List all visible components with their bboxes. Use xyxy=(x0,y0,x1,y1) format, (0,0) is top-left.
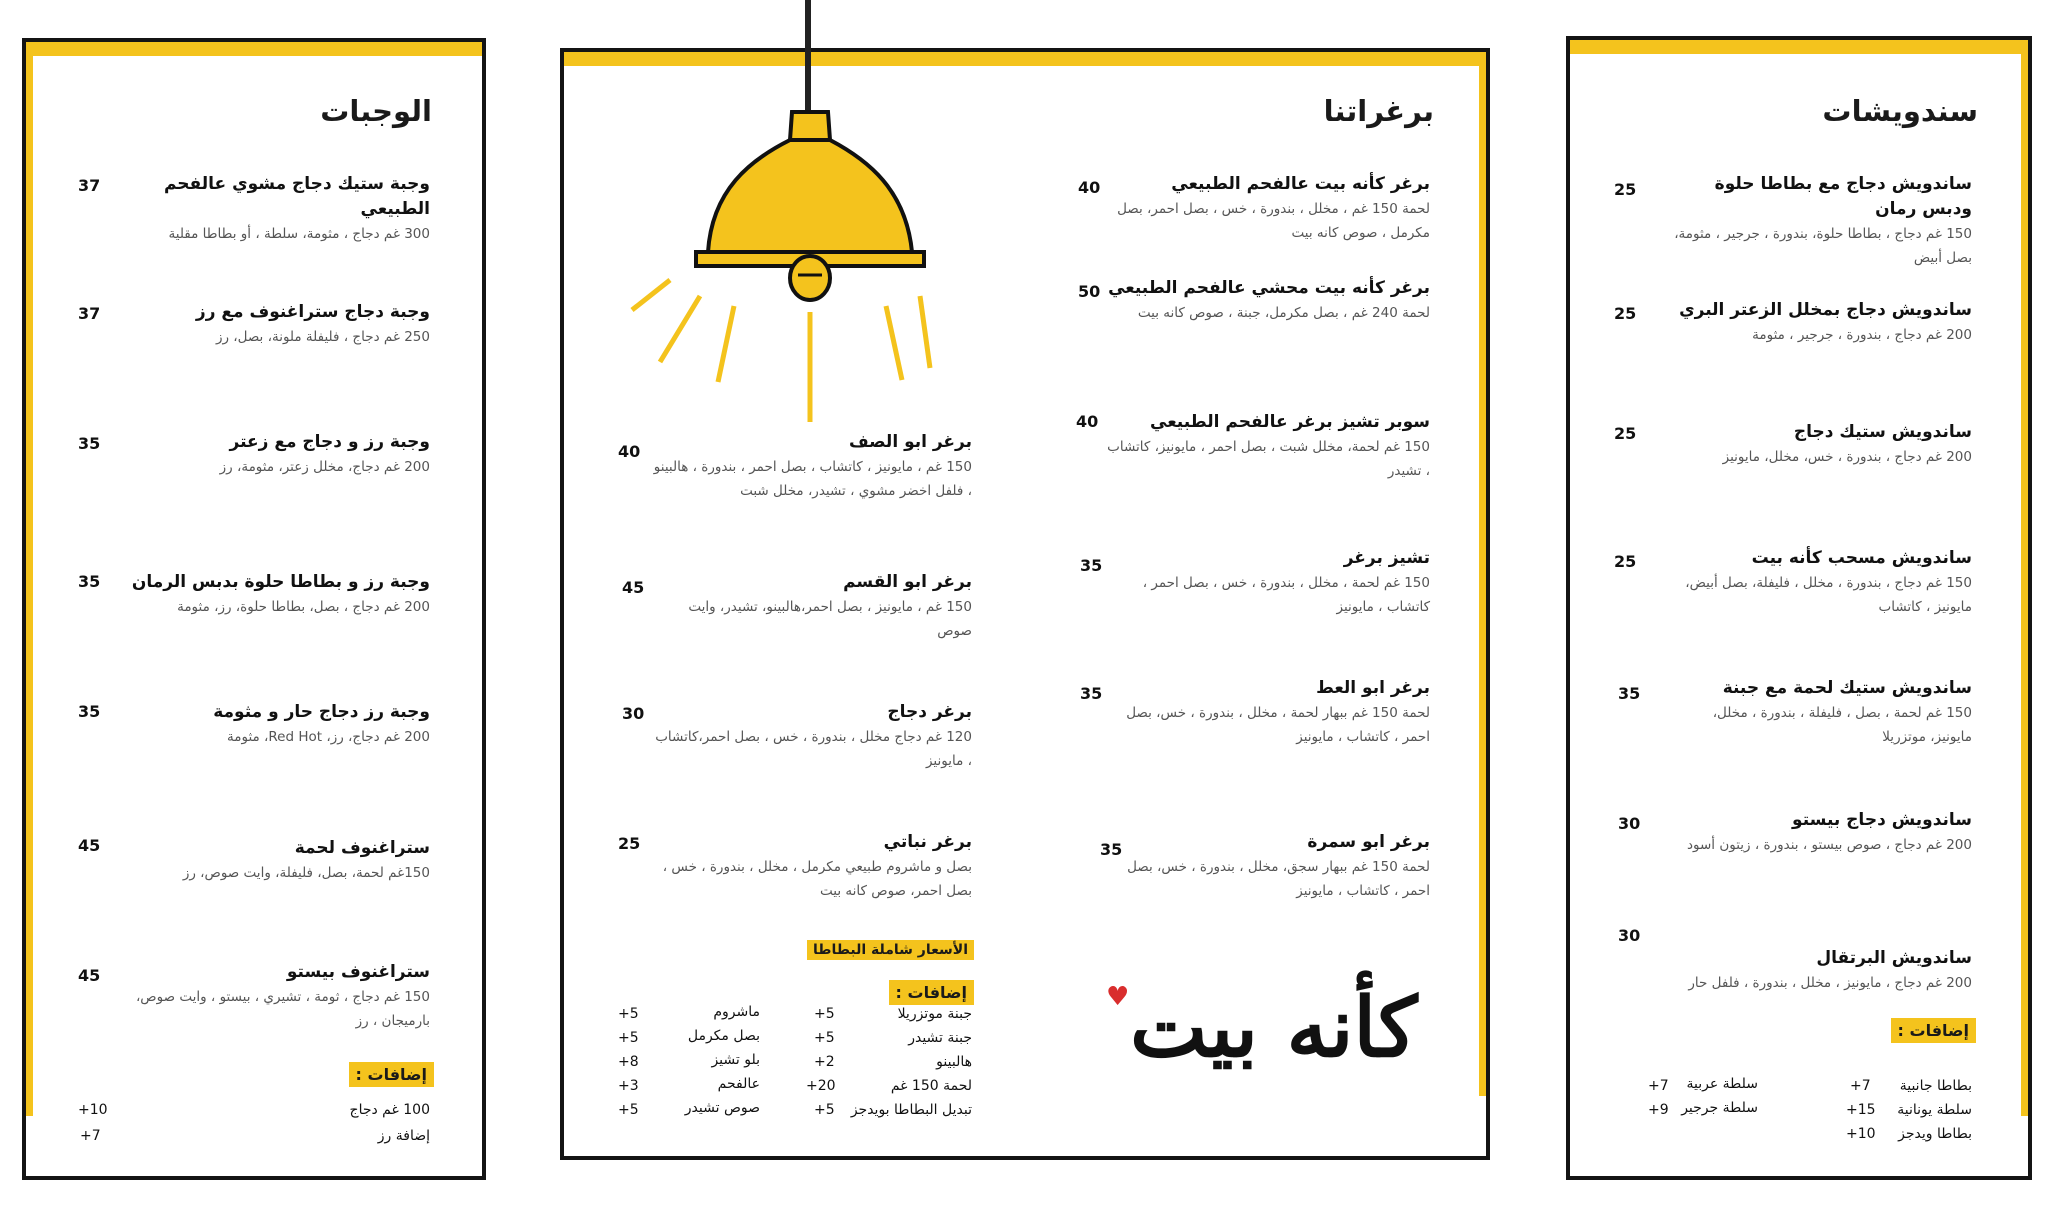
menu-item xyxy=(1672,676,1972,749)
extra-name: بطاطا جانبية xyxy=(1899,1078,1972,1094)
item-desc: 200 غم دجاج ، صوص بيستو ، بندورة ، زيتون أسود xyxy=(1687,837,1972,853)
extra-name: سلطة جرجير xyxy=(1681,1100,1758,1116)
item-name: وجبة دجاج ستراغنوف مع رز xyxy=(195,302,430,322)
item-desc: لحمة 240 غم ، بصل مكرمل، جبنة ، صوص كانه بيت xyxy=(1137,305,1430,321)
extra-price: +10 xyxy=(78,1102,108,1118)
item-name: تشيز برغر xyxy=(1343,548,1430,568)
item-desc: 150 غم لحمة ، مخلل ، بندورة ، خس ، بصل احمر ، كاتشاب ، مايونيز xyxy=(1142,575,1430,615)
yellow-top-strip xyxy=(564,52,1486,66)
extra-price: +3 xyxy=(618,1078,639,1094)
menu-item xyxy=(120,570,430,619)
item-name: ساندويش مسحب كأنه بيت xyxy=(1751,548,1972,568)
item-price: 35 xyxy=(78,572,101,591)
menu-item xyxy=(1100,676,1430,749)
extra-name: ماشروم xyxy=(713,1004,760,1020)
menu-item xyxy=(652,830,972,903)
item-desc: 150غم لحمة، بصل، فليفلة، وايت صوص، رز xyxy=(182,865,430,881)
item-price: 35 xyxy=(78,702,101,721)
menu-item xyxy=(130,172,430,246)
item-name: وجبة ستيك دجاج مشوي عالفحم الطبيعي xyxy=(163,174,430,219)
item-name: وجبة رز دجاج حار و مثومة xyxy=(213,702,430,722)
item-desc: 200 غم دجاج ، مايونيز ، مخلل ، بندورة ، فلفل حار xyxy=(1688,975,1972,991)
item-desc: لحمة 150 غم ببهار سجق، مخلل ، بندورة ، خس، بصل احمر ، كاتشاب ، مايونيز xyxy=(1127,859,1430,899)
extra-price: +5 xyxy=(618,1006,639,1022)
menu-item xyxy=(1672,420,1972,469)
item-name: ستراغنوف لحمة xyxy=(294,838,430,858)
sandwiches-title: سندويشات xyxy=(1822,94,1978,128)
menu-item xyxy=(1672,808,1972,857)
item-desc: 150 غم ، مايونيز ، بصل احمر،هالبينو، تشيدر، وايت صوص xyxy=(688,599,972,639)
extra-price: +7 xyxy=(1850,1078,1871,1094)
item-name: وجبة رز و بطاطا حلوة بدبس الرمان xyxy=(131,572,430,592)
menu-item xyxy=(1672,546,1972,619)
brand-logo: كأنه بيت xyxy=(1130,980,1418,1076)
menu-item xyxy=(1100,410,1430,483)
yellow-side-strip xyxy=(2021,40,2028,1116)
item-name: برغر نباتي xyxy=(883,832,972,852)
extra-price: +9 xyxy=(1648,1102,1669,1118)
menu-item xyxy=(652,570,972,643)
item-desc: 300 غم دجاج ، مثومة، سلطة ، أو بطاطا مقلية xyxy=(168,226,430,242)
lamp-icon xyxy=(600,100,1020,440)
item-price: 37 xyxy=(78,176,101,195)
item-desc: 200 غم دجاج ، بندورة ، خس، مخلل، مايونيز xyxy=(1722,449,1972,465)
item-desc: 200 غم دجاج ، بصل، بطاطا حلوة، رز، مثومة xyxy=(177,599,430,615)
heart-icon: ♥ xyxy=(1106,982,1130,1012)
item-name: وجبة رز و دجاج مع زعتر xyxy=(229,432,430,452)
extras-label: إضافات : xyxy=(1891,1018,1976,1043)
item-name: ساندويش دجاج بيستو xyxy=(1792,810,1972,830)
extra-name: إضافة رز xyxy=(377,1128,430,1144)
item-desc: 150 غم دجاج ، ثومة ، تشيري ، بيستو ، وايت صوص، بارميجان ، رز xyxy=(135,989,430,1029)
item-price: 30 xyxy=(622,704,645,723)
item-desc: 200 غم دجاج، رز، Red Hot، مثومة xyxy=(227,729,430,745)
item-price: 50 xyxy=(1078,282,1101,301)
item-price: 25 xyxy=(618,834,641,853)
item-desc: لحمة 150 غم ، مخلل ، بندورة ، خس ، بصل احمر، بصل مكرمل ، صوص كانه بيت xyxy=(1117,201,1430,241)
price-note: الأسعار شاملة البطاطا xyxy=(807,940,974,960)
item-price: 35 xyxy=(1080,684,1103,703)
item-name: ساندويش دجاج مع بطاطا حلوة ودبس رمان xyxy=(1714,174,1972,219)
item-price: 45 xyxy=(622,578,645,597)
lamp-cord xyxy=(805,0,811,112)
menu-item xyxy=(1100,276,1430,325)
menu-item xyxy=(1652,946,1972,995)
yellow-top-strip xyxy=(1570,40,2028,54)
item-price: 45 xyxy=(78,836,101,855)
item-name: ساندويش ستيك دجاج xyxy=(1793,422,1972,442)
menu-item xyxy=(130,700,430,749)
item-price: 25 xyxy=(1614,552,1637,571)
extra-name: صوص تشيدر xyxy=(684,1100,760,1116)
yellow-side-strip xyxy=(26,42,33,1116)
extras-label: إضافات : xyxy=(349,1062,434,1087)
menu-item xyxy=(130,960,430,1033)
item-name: برغر دجاج xyxy=(887,702,972,722)
extra-name: سلطة عربية xyxy=(1686,1076,1758,1092)
item-price: 35 xyxy=(1618,684,1641,703)
item-desc: 120 غم دجاج مخلل ، بندورة ، خس ، بصل احمر،كاتشاب ، مايونيز xyxy=(655,729,972,769)
extra-price: +5 xyxy=(618,1030,639,1046)
menu-item xyxy=(652,700,972,773)
extra-name: عالفحم xyxy=(717,1076,760,1092)
extra-price: +5 xyxy=(814,1006,835,1022)
item-desc: 200 غم دجاج ، بندورة ، جرجير ، مثومة xyxy=(1752,327,1972,343)
extra-price: +10 xyxy=(1846,1126,1876,1142)
extra-name: تبديل البطاطا بويدجز xyxy=(850,1102,972,1118)
extra-name: بلو تشيز xyxy=(711,1052,760,1068)
item-price: 40 xyxy=(1078,178,1101,197)
menu-item xyxy=(1672,298,1972,347)
menu-item xyxy=(130,430,430,479)
extra-price: +5 xyxy=(814,1030,835,1046)
menu-item xyxy=(1100,830,1430,903)
item-price: 45 xyxy=(78,966,101,985)
extra-price: +7 xyxy=(1648,1078,1669,1094)
menu-item xyxy=(1100,546,1430,619)
item-desc: 150 غم لحمة، مخلل شبت ، بصل احمر ، مايونيز، كاتشاب ، تشيدر xyxy=(1107,439,1430,479)
extra-price: +8 xyxy=(618,1054,639,1070)
item-name: برغر كأنه بيت عالفحم الطبيعي xyxy=(1171,174,1430,194)
extra-price: +15 xyxy=(1846,1102,1876,1118)
item-price: 35 xyxy=(1080,556,1103,575)
meals-title: الوجبات xyxy=(320,94,432,128)
item-price: 30 xyxy=(1618,814,1641,833)
item-name: برغر ابو الصف xyxy=(848,432,972,452)
extra-price: +2 xyxy=(814,1054,835,1070)
item-price: 25 xyxy=(1614,304,1637,323)
item-price: 30 xyxy=(1618,926,1641,945)
extra-price: +5 xyxy=(618,1102,639,1118)
extras-label: إضافات : xyxy=(889,980,974,1005)
item-name: برغر كأنه بيت محشي عالفحم الطبيعي xyxy=(1108,278,1430,298)
menu-item xyxy=(652,430,972,503)
extra-price: +7 xyxy=(80,1128,101,1144)
menu-item xyxy=(1672,172,1972,270)
item-name: برغر ابو سمرة xyxy=(1307,832,1430,852)
item-desc: 150 غم لحمة ، بصل ، فليفلة ، بندورة ، مخلل، مايونيز، موتزريلا xyxy=(1712,705,1972,745)
item-name: برغر ابو العط xyxy=(1316,678,1430,698)
item-desc: 150 غم دجاج ، بندورة ، مخلل ، فليفلة، بصل أبيض، مايونيز ، كاتشاب xyxy=(1685,575,1972,615)
menu-item xyxy=(130,836,430,885)
extra-name: بطاطا ويدجز xyxy=(1898,1126,1972,1142)
item-price: 25 xyxy=(1614,424,1637,443)
extra-name: جبنة موتزريلا xyxy=(897,1006,972,1022)
item-desc: 250 غم دجاج ، فليفلة ملونة، بصل، رز xyxy=(215,329,430,345)
item-desc: 200 غم دجاج، مخلل زعتر، مثومة، رز xyxy=(219,459,430,475)
item-desc: 150 غم ، مايونيز ، كاتشاب ، بصل احمر ، بندورة ، هالبينو ، فلفل اخضر مشوي ، تشيدر، مخلل شبت xyxy=(653,459,972,499)
extra-name: هالبينو xyxy=(936,1054,972,1070)
menu-item xyxy=(130,300,430,349)
yellow-top-strip xyxy=(26,42,482,56)
item-name: برغر ابو القسم xyxy=(843,572,972,592)
item-name: ساندويش البرتقال xyxy=(1816,948,1972,968)
item-name: سوبر تشيز برغر عالفحم الطبيعي xyxy=(1150,412,1430,432)
item-price: 40 xyxy=(1076,412,1099,431)
item-name: ساندويش دجاج بمخلل الزعتر البري xyxy=(1679,300,1972,320)
menu-item xyxy=(1100,172,1430,245)
item-name: ستراغنوف بيستو xyxy=(286,962,430,982)
extra-name: 100 غم دجاج xyxy=(349,1102,430,1118)
item-price: 35 xyxy=(78,434,101,453)
extra-price: +5 xyxy=(814,1102,835,1118)
burgers-title: برغراتنا xyxy=(1323,94,1434,128)
extra-name: بصل مكرمل xyxy=(687,1028,760,1044)
item-price: 25 xyxy=(1614,180,1637,199)
item-price: 37 xyxy=(78,304,101,323)
extra-name: لحمة 150 غم xyxy=(890,1078,972,1094)
item-name: ساندويش ستيك لحمة مع جبنة xyxy=(1722,678,1972,698)
extra-name: سلطة يونانية xyxy=(1897,1102,1972,1118)
item-desc: 150 غم دجاج ، بطاطا حلوة، بندورة ، جرجير ، مثومة، بصل أبيض xyxy=(1674,226,1972,266)
yellow-side-strip xyxy=(1479,52,1486,1096)
item-price: 35 xyxy=(1100,840,1123,859)
item-desc: بصل و ماشروم طبيعي مكرمل ، مخلل ، بندورة ، خس ، بصل احمر، صوص كانه بيت xyxy=(662,859,972,899)
item-price: 40 xyxy=(618,442,641,461)
item-desc: لحمة 150 غم ببهار لحمة ، مخلل ، بندورة ، خس، بصل احمر ، كاتشاب ، مايونيز xyxy=(1126,705,1430,745)
extra-price: +20 xyxy=(806,1078,836,1094)
extra-name: جبنة تشيدر xyxy=(908,1030,972,1046)
